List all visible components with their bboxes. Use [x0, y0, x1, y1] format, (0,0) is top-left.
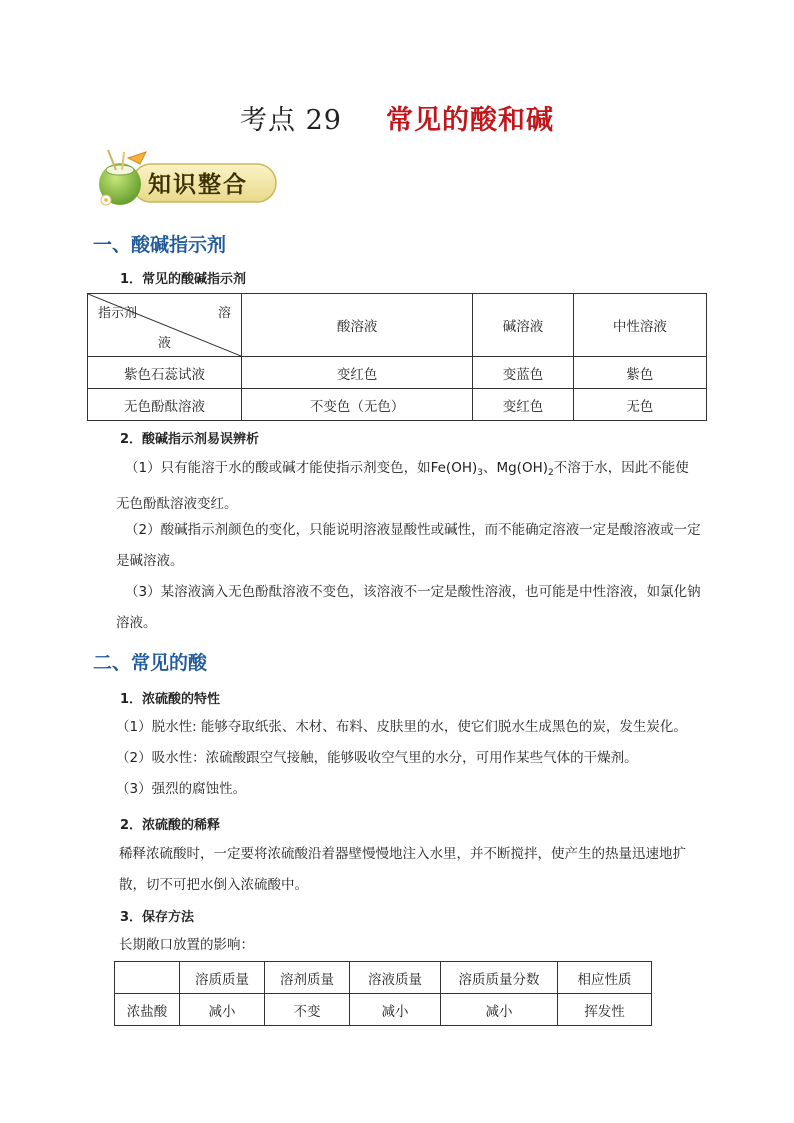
table-corner-cell — [88, 294, 242, 357]
table-header: 酸溶液 — [242, 294, 473, 357]
paragraph-exposure-effects: 长期敞口放置的影响： — [119, 937, 254, 953]
topic-number: 考点 29 — [240, 105, 342, 136]
page-title — [0, 98, 794, 137]
table-header — [115, 962, 180, 994]
table-cell: 不变色（无色） — [242, 389, 473, 421]
indicator-table — [87, 293, 707, 421]
subheading-common-indicators: 1．常见的酸碱指示剂 — [120, 272, 247, 287]
table-cell: 紫色 — [573, 357, 706, 389]
table-cell: 变蓝色 — [473, 357, 574, 389]
corner-label-indicator: 指示剂 — [98, 306, 138, 321]
table-row — [88, 357, 707, 389]
paragraph-misconception-3: （3）某溶液滴入无色酚酞溶液不变色，该溶液不一定是酸性溶液，也可能是中性溶液，如氯化钠溶液。 — [116, 584, 701, 631]
section-heading-indicators: 一、酸碱指示剂 — [93, 234, 227, 256]
table-header: 中性溶液 — [573, 294, 706, 357]
table-row — [115, 994, 652, 1026]
paragraph-misconception-2: （2）酸碱指示剂颜色的变化，只能说明溶液显酸性或碱性，而不能确定溶液一定是酸溶液或一定是碱溶液。 — [116, 522, 701, 569]
subheading-misconceptions: 2．酸碱指示剂易误辨析 — [120, 432, 260, 447]
table-cell: 紫色石蕊试液 — [88, 357, 242, 389]
table-cell: 减小 — [180, 994, 265, 1026]
table-cell: 变红色 — [242, 357, 473, 389]
subheading-sulfuric-properties: 1．浓硫酸的特性 — [120, 692, 221, 707]
table-row — [88, 389, 707, 421]
paragraph-misconception-1: （1）只有能溶于水的酸或碱才能使指示剂变色，如$Fe(OH)_3$、$Mg(OH)_2$不溶于水，因此不能使无色酚酞溶液变红。 — [116, 460, 689, 512]
table-cell: 浓盐酸 — [115, 994, 180, 1026]
table-cell: 无色 — [573, 389, 706, 421]
table-cell: 减小 — [350, 994, 441, 1026]
table-header: 碱溶液 — [473, 294, 574, 357]
table-cell: 减小 — [441, 994, 558, 1026]
storage-table — [114, 961, 652, 1026]
table-cell: 挥发性 — [558, 994, 652, 1026]
table-header: 溶质质量 — [180, 962, 265, 994]
banner-text: 知识整合 — [148, 172, 248, 198]
paragraph-dilution: 稀释浓硫酸时，一定要将浓硫酸沿着器壁慢慢地注入水里，并不断搅拌，使产生的热量迅速地扩散，切不可把水倒入浓硫酸中。 — [119, 846, 686, 893]
paragraph-dehydration: （1）脱水性: 能够夺取纸张、木材、布料、皮肤里的水，使它们脱水生成黑色的炭，发生炭化。 — [116, 719, 687, 735]
subheading-dilution: 2．浓硫酸的稀释 — [120, 818, 221, 833]
table-header-row — [115, 962, 652, 994]
table-cell: 不变 — [265, 994, 350, 1026]
paragraph-hygroscopic: （2）吸水性：浓硫酸跟空气接触，能够吸收空气里的水分，可用作某些气体的干燥剂。 — [116, 750, 638, 766]
corner-label-solution-2: 液 — [158, 336, 172, 351]
section-heading-acids: 二、常见的酸 — [93, 652, 208, 674]
table-header: 相应性质 — [558, 962, 652, 994]
table-header: 溶剂质量 — [265, 962, 350, 994]
table-header: 溶质质量分数 — [441, 962, 558, 994]
table-cell: 无色酚酞溶液 — [88, 389, 242, 421]
table-header: 溶液质量 — [350, 962, 441, 994]
paragraph-corrosive: （3）强烈的腐蚀性。 — [116, 781, 247, 797]
corner-label-solution-1: 溶 — [217, 306, 231, 321]
subheading-storage: 3．保存方法 — [120, 910, 195, 925]
topic-name: 常见的酸和碱 — [385, 105, 554, 136]
table-cell: 变红色 — [473, 389, 574, 421]
